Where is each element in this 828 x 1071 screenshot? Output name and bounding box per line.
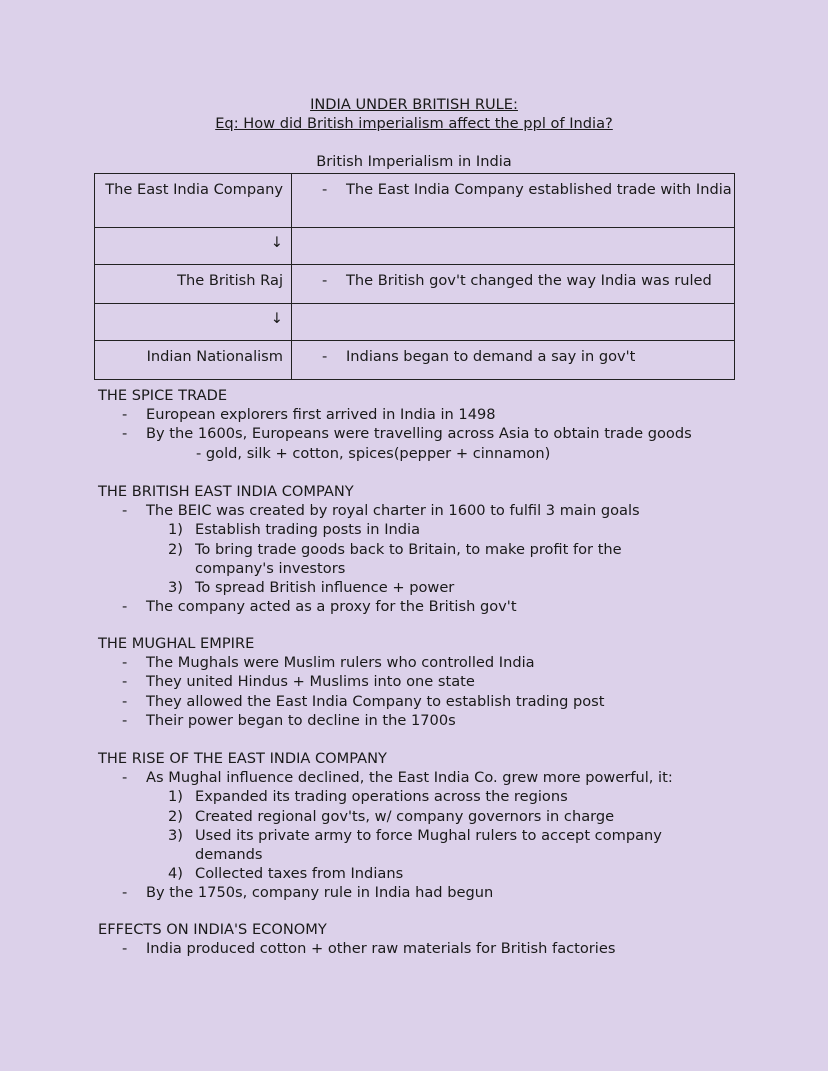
down-arrow-icon: ↓ [95,228,292,265]
page-title [0,95,828,133]
section-rise-eic [98,749,798,903]
numbered-item: 3) Used its private army to force Mughal rulers to accept company [168,826,662,844]
down-arrow-icon: ↓ [95,304,292,341]
section-spice-trade [98,386,798,463]
numbered-item: 1) Establish trading posts in India [168,521,421,539]
table-cell-right: - The British gov't changed the way India was ruled [292,265,735,304]
section-heading: THE SPICE TRADE [98,387,228,404]
section-heading: THE RISE OF THE EAST INDIA COMPANY [98,750,387,767]
table-cell-right [292,304,735,341]
table-row [95,174,735,228]
bullet-item: - The BEIC was created by royal charter in 1600 to fulfil 3 main goals [122,502,640,520]
table-row [95,341,735,380]
bullet-item: - European explorers first arrived in India in 1498 [122,406,496,424]
bullet-item: - They united Hindus + Muslims into one state [122,673,475,691]
bullet-item: - Their power began to decline in the 1700s [122,711,456,729]
section-heading: EFFECTS ON INDIA'S ECONOMY [98,921,327,938]
table-row [95,228,735,265]
numbered-item-cont: company's investors [195,559,346,577]
section-heading: THE MUGHAL EMPIRE [98,635,255,652]
numbered-item: 4) Collected taxes from Indians [168,865,404,883]
table-row [95,265,735,304]
section-economy [98,920,798,958]
numbered-item: 2) Created regional gov'ts, w/ company governors in charge [168,807,615,825]
bullet-item: - By the 1750s, company rule in India had begun [122,884,494,902]
numbered-item-cont: demands [195,846,263,864]
section-beic [98,482,798,616]
bullet-item: - They allowed the East India Company to establish trading post [122,692,605,710]
title-text: INDIA UNDER BRITISH RULE: [310,96,518,113]
bullet-item: - As Mughal influence declined, the East India Co. grew more powerful, it: [122,769,673,787]
numbered-item: 1) Expanded its trading operations across the regions [168,788,568,806]
table-cell-left: Indian Nationalism [95,341,292,380]
numbered-item: 2) To bring trade goods back to Britain, to make profit for the [168,540,622,558]
table-cell-right: - Indians began to demand a say in gov't [292,341,735,380]
sub-item: - gold, silk + cotton, spices(pepper + cinnamon) [196,444,551,462]
imperialism-table [94,173,735,380]
bullet-item: - By the 1600s, Europeans were travelling across Asia to obtain trade goods [122,425,692,443]
section-mughal-empire [98,634,798,730]
table-cell-left: The East India Company [95,174,292,228]
numbered-item: 3) To spread British influence + power [168,579,455,597]
table-cell-right [292,228,735,265]
section-heading: THE BRITISH EAST INDIA COMPANY [98,483,354,500]
bullet-item: - India produced cotton + other raw materials for British factories [122,940,616,958]
table-cell-right: - The East India Company established trade with India [292,174,735,228]
bullet-item: - The Mughals were Muslim rulers who controlled India [122,654,535,672]
table-cell-left: The British Raj [95,265,292,304]
essential-question: Eq: How did British imperialism affect the ppl of India? [215,115,613,132]
table-row [95,304,735,341]
table-caption: British Imperialism in India [316,153,512,170]
bullet-item: - The company acted as a proxy for the British gov't [122,598,517,616]
